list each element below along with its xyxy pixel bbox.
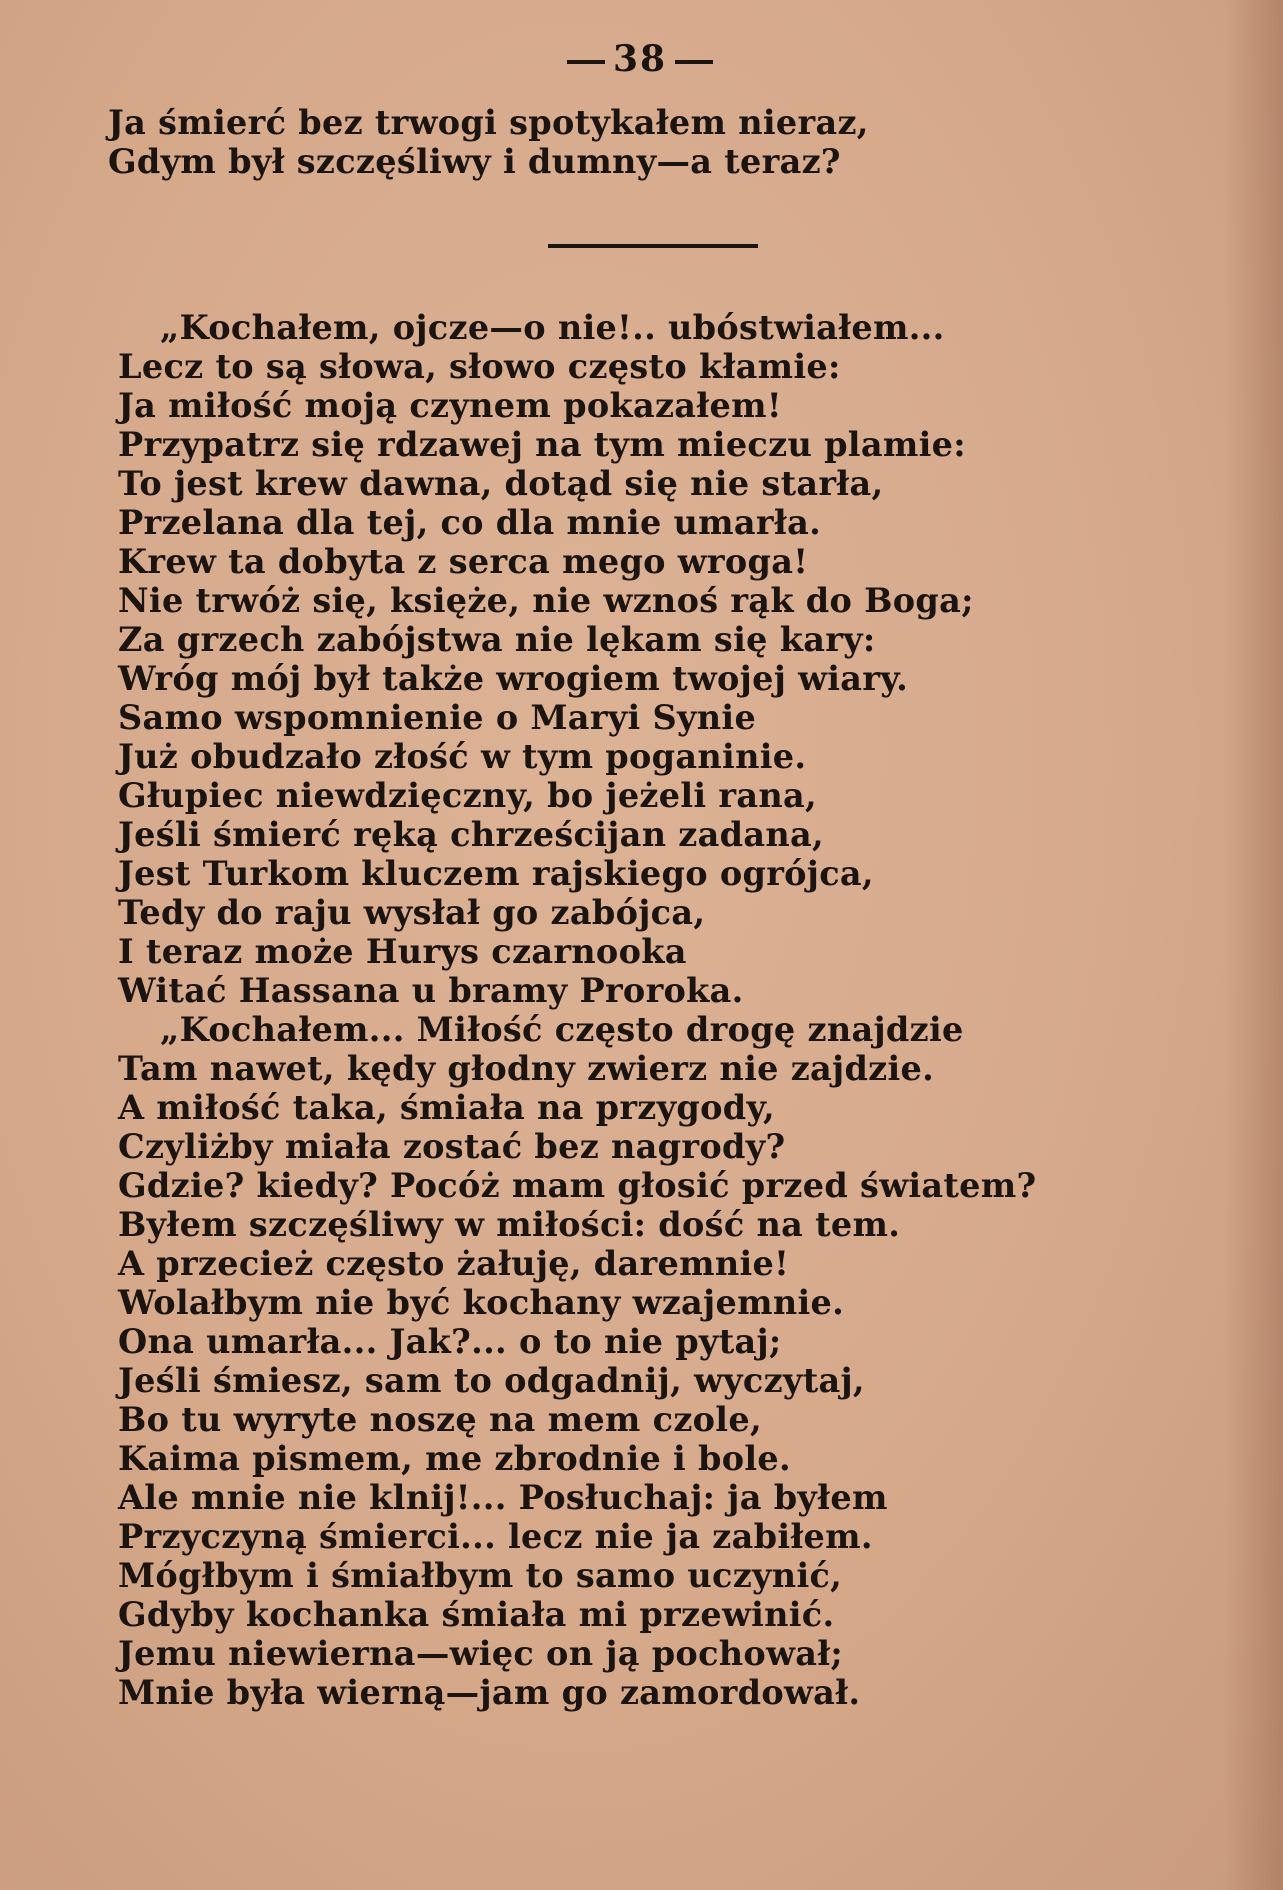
- poem-line: A przecież często żałuję, daremnie!: [118, 1244, 790, 1283]
- poem-line: Za grzech zabójstwa nie lękam się kary:: [118, 620, 876, 659]
- poem-line: Jemu niewierna—więc on ją pochował;: [118, 1634, 844, 1673]
- poem-line: Kaima pismem, me zbrodnie i bole.: [118, 1439, 792, 1478]
- poem-line: Gdzie? kiedy? Pocóż mam głosić przed światem?: [118, 1166, 1037, 1205]
- section-divider: [548, 244, 758, 248]
- poem-line: Bo tu wyryte noszę na mem czole,: [118, 1400, 762, 1439]
- page-header: [520, 38, 760, 80]
- poem-line: Ona umarła... Jak?... o to nie pytaj;: [118, 1322, 782, 1361]
- poem-line: Czyliżby miała zostać bez nagrody?: [118, 1127, 786, 1166]
- poem-line: Krew ta dobyta z serca mego wroga!: [118, 542, 809, 581]
- poem-line: Tam nawet, kędy głodny zwierz nie zajdzie.: [118, 1049, 935, 1088]
- poem-line: Nie trwóż się, księże, nie wznoś rąk do Boga;: [118, 581, 974, 620]
- poem-line: Już obudzało złość w tym poganinie.: [118, 737, 807, 776]
- poem-line: Mógłbym i śmiałbym to samo uczynić,: [118, 1556, 843, 1595]
- poem-line: „Kochałem, ojcze—o nie!.. ubóstwiałem...: [160, 308, 945, 347]
- poem-line: Gdym był szczęśliwy i dumny—a teraz?: [108, 142, 841, 181]
- poem-line: Wróg mój był także wrogiem twojej wiary.: [118, 659, 909, 698]
- poem-line: Jeśli śmierć ręką chrześcijan zadana,: [118, 815, 824, 854]
- poem-line: Przypatrz się rdzawej na tym mieczu plamie:: [118, 425, 966, 464]
- poem-line: Byłem szczęśliwy w miłości: dość na tem.: [118, 1205, 901, 1244]
- poem-line: Przyczyną śmierci... lecz nie ja zabiłem.: [118, 1517, 873, 1556]
- poem-line: Głupiec niewdzięczny, bo jeżeli rana,: [118, 776, 817, 815]
- header-dash-right: [675, 60, 713, 64]
- stanza-top: [108, 103, 869, 181]
- poem-line: Samo wspomnienie o Maryi Synie: [118, 698, 757, 737]
- header-dash-left: [567, 60, 605, 64]
- poem-line: To jest krew dawna, dotąd się nie starła,: [118, 464, 884, 503]
- stanza-main: [118, 308, 1036, 1712]
- page-edge-shadow: [1223, 0, 1283, 1890]
- poem-line: „Kochałem... Miłość często drogę znajdzie: [160, 1010, 964, 1049]
- poem-line: I teraz może Hurys czarnooka: [118, 932, 687, 971]
- poem-line: Witać Hassana u bramy Proroka.: [118, 971, 744, 1010]
- poem-line: Ja miłość moją czynem pokazałem!: [118, 386, 782, 425]
- poem-line: Ja śmierć bez trwogi spotykałem nieraz,: [108, 103, 869, 142]
- poem-line: Jeśli śmiesz, sam to odgadnij, wyczytaj,: [118, 1361, 865, 1400]
- poem-line: Ale mnie nie klnij!... Posłuchaj: ja byłem: [118, 1478, 888, 1517]
- poem-line: Lecz to są słowa, słowo często kłamie:: [118, 347, 841, 386]
- poem-line: Przelana dla tej, co dla mnie umarła.: [118, 503, 822, 542]
- poem-line: Gdyby kochanka śmiała mi przewinić.: [118, 1595, 835, 1634]
- poem-line: A miłość taka, śmiała na przygody,: [118, 1088, 776, 1127]
- poem-line: Wolałbym nie być kochany wzajemnie.: [118, 1283, 845, 1322]
- poem-line: Mnie była wierną—jam go zamordował.: [118, 1673, 861, 1712]
- page-number: 38: [612, 38, 668, 80]
- poem-line: Jest Turkom kluczem rajskiego ogrójca,: [118, 854, 874, 893]
- poem-line: Tedy do raju wysłał go zabójca,: [118, 893, 706, 932]
